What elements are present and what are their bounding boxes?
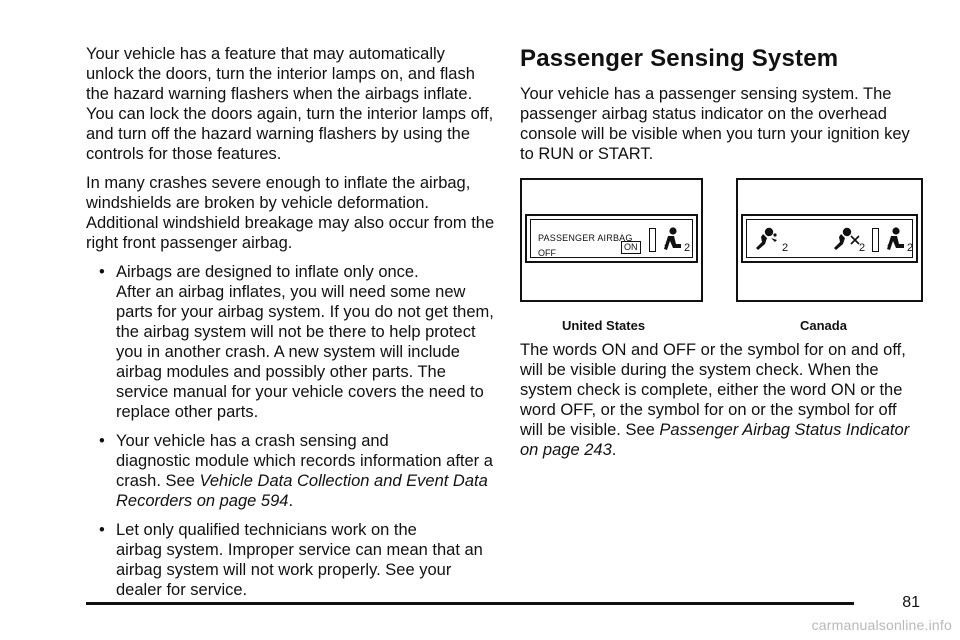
caption-united-states: United States [562, 318, 646, 333]
airbag-seated-occupant-icon [661, 226, 683, 254]
airbag-off-symbol-icon [833, 226, 861, 254]
bullet-lead: Let only qualified technicians work on the [116, 521, 417, 539]
figure-united-states [520, 178, 703, 333]
canada-indicator-display [741, 214, 918, 263]
paragraph-windshield: In many crashes severe enough to inflate the airbag, windshields are broken by vehicle deformation. Additional windshield breakage may also occur from the right front passenger airbag. [86, 174, 495, 252]
caption-canada: Canada [800, 318, 847, 333]
indicator-figures [520, 178, 920, 333]
indicator-bar [649, 228, 656, 252]
bullet-dot: • [99, 521, 105, 539]
cross-reference-link[interactable]: Vehicle Data Collection and Event Data Recorders on page 594 [116, 472, 488, 510]
bullet-dot: • [99, 432, 105, 450]
seat-number: 2 [684, 242, 691, 254]
bullet-qualified-technicians [86, 520, 496, 600]
indicator-bar [872, 228, 879, 252]
page-number: 81 [902, 594, 920, 611]
bullet-body: After an airbag inflates, you will need some new parts for your airbag system. If you do not get them, the airbag system will not be there to help protect you in another crash. A new system will include airbag modules and possibly other parts. The service manual for your vehicle covers the need to replace other parts. [116, 283, 494, 421]
system-check-suffix: . [611, 441, 617, 459]
seat-number: 2 [907, 242, 914, 254]
bullet-crash-sensing [86, 431, 496, 511]
bullet-suffix: . [288, 492, 294, 510]
cross-reference-link[interactable]: Passenger Airbag Status Indicator on page 243 [520, 421, 910, 459]
footer-rule [86, 602, 854, 605]
us-indicator-display [525, 214, 698, 263]
figure-canada [736, 178, 923, 333]
bullet-body: airbag system. Improper service can mean that an airbag system will not work properly. See your dealer for service. [116, 541, 483, 599]
seat-number: 2 [782, 242, 789, 254]
airbag-on-symbol-icon [753, 226, 781, 254]
bullet-lead: Airbags are designed to inflate only once. [116, 263, 419, 281]
paragraph-auto-unlock: Your vehicle has a feature that may automatically unlock the doors, turn the interior lamps on, and flash the hazard warning flashers when the airbags inflate. You can lock the doors again, turn the interior lamps off, and turn off the hazard warning flashers by using the controls for those features. [86, 45, 494, 163]
right-column [520, 44, 920, 469]
paragraph-system-check [520, 340, 920, 460]
section-heading: Passenger Sensing System [520, 45, 839, 72]
left-column [86, 44, 496, 609]
passenger-airbag-label: PASSENGER AIRBAG [538, 233, 633, 243]
bullet-body: diagnostic module which records information after a crash. See [116, 452, 493, 490]
bullet-inflate-once [86, 262, 496, 422]
bullet-dot: • [99, 263, 105, 281]
paragraph-intro: Your vehicle has a passenger sensing system. The passenger airbag status indicator on the overhead console will be visible when you turn your ignition key to RUN or START. [520, 85, 910, 163]
bullet-lead: Your vehicle has a crash sensing and [116, 432, 389, 450]
airbag-seated-occupant-icon [884, 226, 906, 254]
off-label: OFF [538, 248, 556, 258]
on-label: ON [621, 241, 641, 254]
seat-number: 2 [859, 242, 866, 254]
system-check-text: The words ON and OFF or the symbol for on and off, will be visible during the system check. When the system check is complete, either the word ON or the word OFF, or the symbol for on or the symbol for off will be visible. See [520, 341, 906, 439]
watermark: carmanualsonline.info [811, 617, 952, 633]
